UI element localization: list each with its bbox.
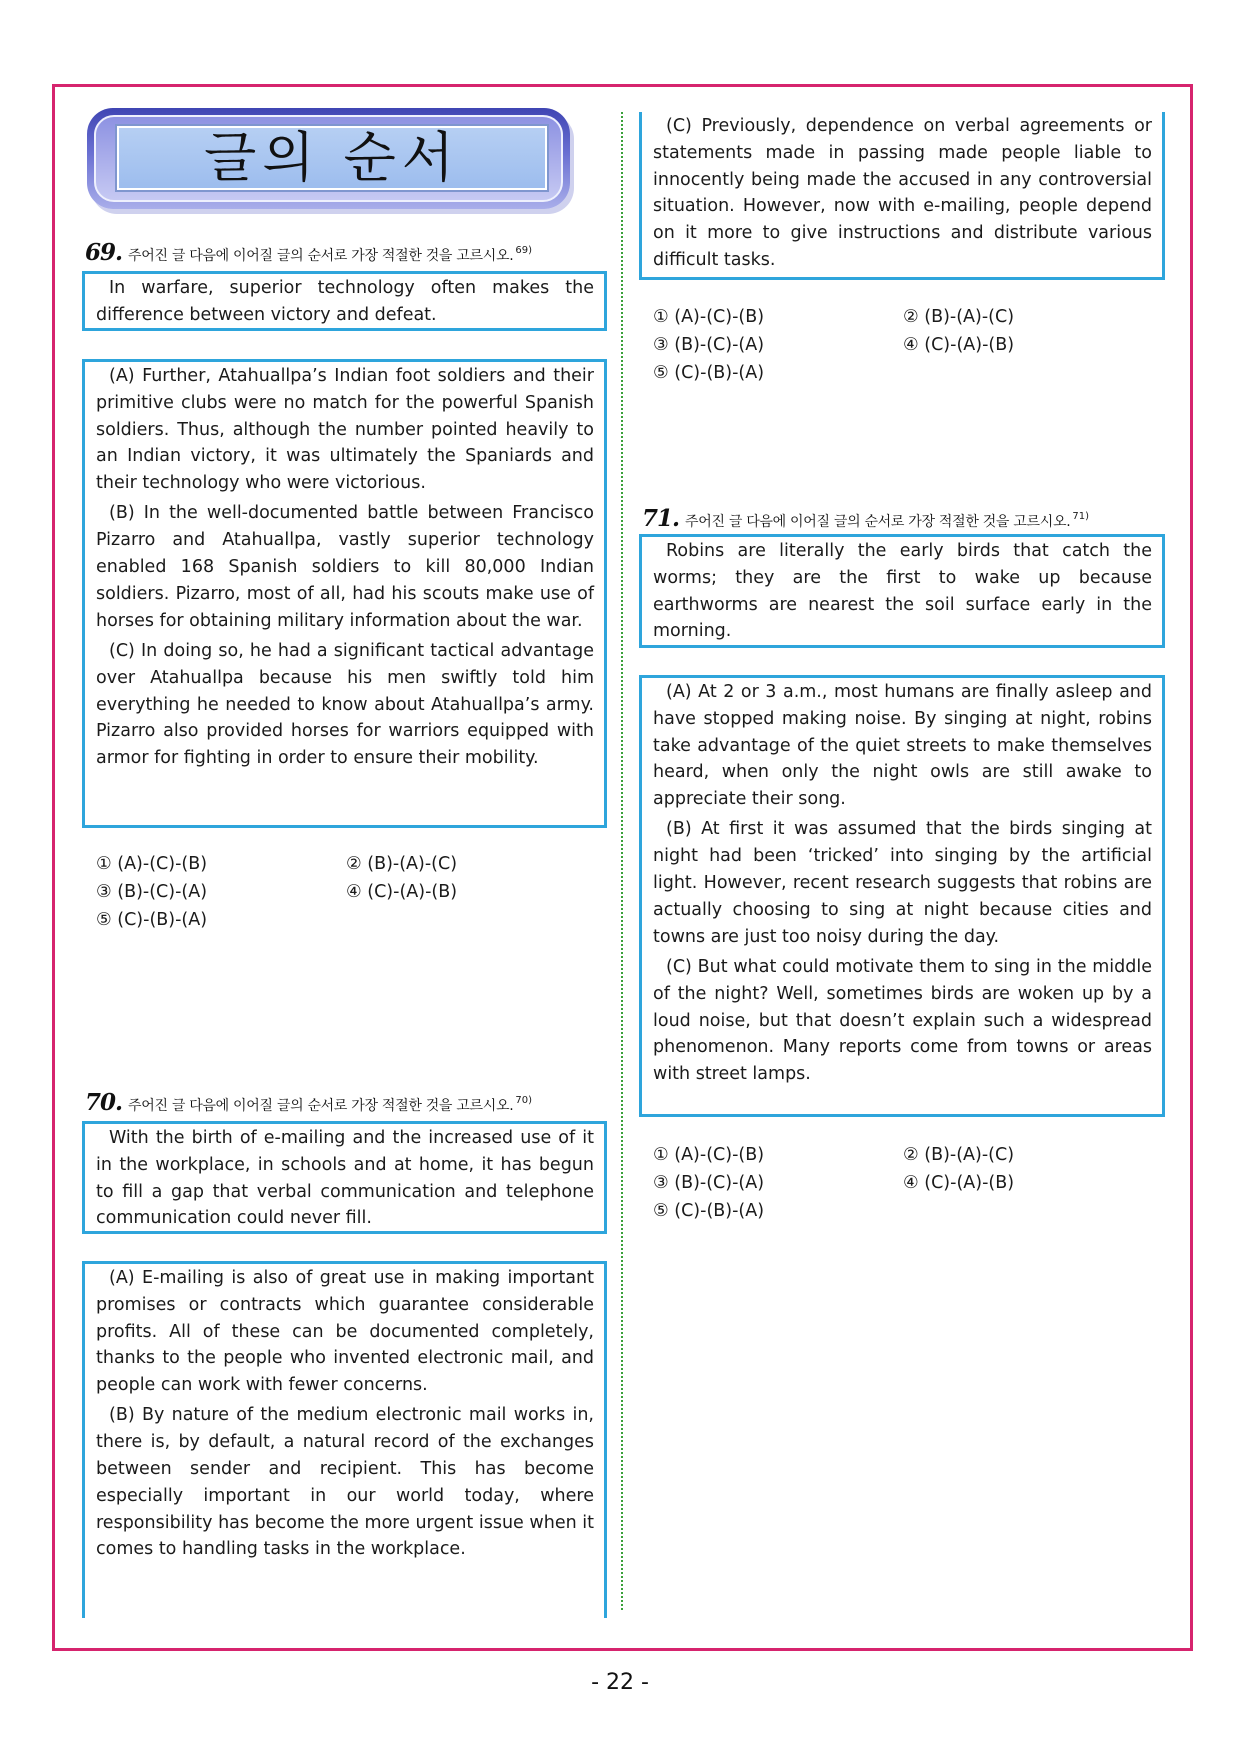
- question-69-choices: [96, 850, 596, 934]
- passage-c: (C) Previously, dependence on verbal agreements or statements made in passing made people liable to innocently being made the accused in any controversial situation. However, now with e-mailing, people depend on it more to give instructions and distribute various difficult tasks.: [653, 116, 1152, 270]
- question-number: 69.: [85, 239, 123, 266]
- choice-1: ① (A)-(C)-(B): [96, 854, 208, 874]
- banner-ring: [94, 115, 563, 202]
- choice-3: ③ (B)-(C)-(A): [653, 1173, 765, 1193]
- passage-c: (C) In doing so, he had a significant tactical advantage over Atahuallpa because his men swiftly told him everything he needed to know about Atahuallpa’s army. Pizarro also provided horses for warriors equipped with armor for fighting in order to ensure their mobility.: [96, 640, 594, 769]
- question-70-given-box: [82, 1121, 607, 1234]
- passage-b: (B) In the well-documented battle between Francisco Pizarro and Atahuallpa, vastly superior technology enabled 168 Spanish soldiers to kill 80,000 Indian soldiers. Pizarro, most of all, had his scouts make use of horses for obtaining military information about the war.: [96, 503, 594, 631]
- question-70-header: [85, 1088, 532, 1114]
- page-number: - 22 -: [591, 1670, 649, 1695]
- banner-panel: [117, 126, 547, 190]
- question-instruction: 주어진 글 다음에 이어질 글의 순서로 가장 적절한 것을 고르시오.: [685, 514, 1071, 530]
- question-70-choices: [653, 303, 1153, 387]
- question-70-passages-box: [82, 1261, 607, 1618]
- question-69-passages-box: [82, 359, 607, 828]
- question-71-choices: [653, 1141, 1153, 1225]
- question-number: 71.: [642, 505, 680, 532]
- passage-b: (B) At first it was assumed that the birds singing at night had been ‘tricked’ into singing by the artificial light. However, recent research suggests that robins are actually choosing to sing at night because cities and towns are just too noisy during the day.: [653, 819, 1152, 947]
- section-title-banner: [87, 108, 570, 209]
- question-71-given-box: [639, 534, 1165, 648]
- choice-4: ④ (C)-(A)-(B): [346, 882, 458, 902]
- passage-c: (C) But what could motivate them to sing in the middle of the night? Well, sometimes birds are woken up by a loud noise, but that doesn’t explain such a widespread phenomenon. Many reports come from towns or areas with street lamps.: [653, 956, 1152, 1085]
- question-70-passages-continued-box: [639, 112, 1165, 280]
- footnote-marker: 69): [515, 245, 532, 256]
- choice-5: ⑤ (C)-(B)-(A): [653, 363, 765, 383]
- footnote-marker: 70): [515, 1095, 532, 1106]
- passage-a: (A) At 2 or 3 a.m., most humans are finally asleep and have stopped making noise. By singing at night, robins take advantage of the quiet streets to make themselves heard, when only the night owls are still awake to appreciate their song.: [653, 682, 1152, 810]
- footnote-marker: 71): [1072, 511, 1089, 522]
- question-number: 70.: [85, 1089, 123, 1116]
- choice-2: ② (B)-(A)-(C): [903, 1145, 1015, 1165]
- choice-3: ③ (B)-(C)-(A): [96, 882, 208, 902]
- choice-5: ⑤ (C)-(B)-(A): [653, 1201, 765, 1221]
- question-instruction: 주어진 글 다음에 이어질 글의 순서로 가장 적절한 것을 고르시오.: [128, 248, 514, 264]
- question-instruction: 주어진 글 다음에 이어질 글의 순서로 가장 적절한 것을 고르시오.: [128, 1098, 514, 1114]
- given-text: With the birth of e-mailing and the increased use of it in the workplace, in schools and at home, it has begun to fill a gap that verbal communication and telephone communication could never fill.: [96, 1128, 594, 1229]
- choice-2: ② (B)-(A)-(C): [903, 307, 1015, 327]
- question-71-passages-box: [639, 675, 1165, 1117]
- choice-5: ⑤ (C)-(B)-(A): [96, 910, 208, 930]
- choice-4: ④ (C)-(A)-(B): [903, 335, 1015, 355]
- question-69-given-box: [82, 271, 607, 331]
- passage-a: (A) E-mailing is also of great use in making important promises or contracts which guarantee considerable profits. All of these can be documented completely, thanks to the people who invented electronic mail, and people can work with fewer concerns.: [96, 1268, 594, 1396]
- section-title: 글의 순서: [204, 126, 460, 189]
- given-text: In warfare, superior technology often makes the difference between victory and defeat.: [96, 278, 594, 325]
- choice-3: ③ (B)-(C)-(A): [653, 335, 765, 355]
- choice-2: ② (B)-(A)-(C): [346, 854, 458, 874]
- passage-a: (A) Further, Atahuallpa’s Indian foot soldiers and their primitive clubs were no match for the powerful Spanish soldiers. Thus, although the number pointed heavily to an Indian victory, it was ultimately the Spaniards and their technology who were victorious.: [96, 366, 594, 494]
- choice-1: ① (A)-(C)-(B): [653, 307, 765, 327]
- choice-1: ① (A)-(C)-(B): [653, 1145, 765, 1165]
- question-69-header: [85, 238, 532, 264]
- choice-4: ④ (C)-(A)-(B): [903, 1173, 1015, 1193]
- passage-b: (B) By nature of the medium electronic mail works in, there is, by default, a natural record of the exchanges between sender and recipient. This has become especially important in our world today, where responsibility has become the more urgent issue when it comes to handling tasks in the workplace.: [96, 1405, 594, 1560]
- given-text: Robins are literally the early birds that catch the worms; they are the first to wake up because earthworms are nearest the soil surface early in the morning.: [653, 541, 1152, 642]
- column-divider: [621, 112, 623, 1610]
- question-71-header: [642, 504, 1089, 530]
